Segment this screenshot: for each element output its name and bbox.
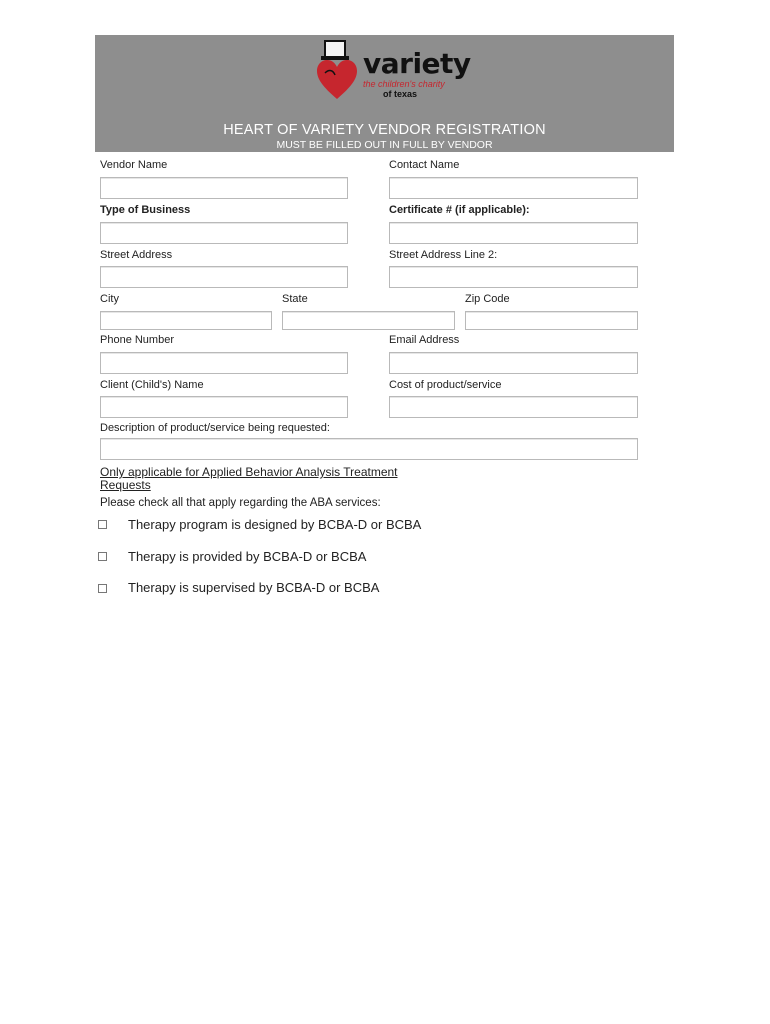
aba-section-title: Only applicable for Applied Behavior Analysis Treatment Requests: [100, 465, 398, 492]
aba-option-designed-label: Therapy program is designed by BCBA-D or BCBA: [128, 517, 422, 532]
logo-tagline: the children's charity: [363, 79, 445, 89]
form-header: [95, 35, 674, 152]
phone-number-label: Phone Number: [100, 334, 174, 346]
type-of-business-field[interactable]: [100, 222, 348, 244]
state-label: State: [282, 293, 308, 305]
description-label: Description of product/service being requested:: [100, 422, 330, 434]
certificate-label: Certificate # (if applicable):: [389, 204, 530, 216]
description-field[interactable]: [100, 438, 638, 460]
vendor-name-label: Vendor Name: [100, 159, 168, 171]
street-address-2-field[interactable]: [389, 266, 638, 288]
variety-logo: [315, 39, 471, 103]
state-field[interactable]: [282, 311, 455, 330]
aba-instruction: Please check all that apply regarding the ABA services:: [100, 497, 381, 509]
phone-number-field[interactable]: [100, 352, 348, 374]
street-address-2-label: Street Address Line 2:: [389, 249, 498, 261]
contact-name-field[interactable]: [389, 177, 638, 199]
aba-option-supervised-label: Therapy is supervised by BCBA-D or BCBA: [128, 580, 380, 595]
cost-field[interactable]: [389, 396, 638, 418]
email-address-field[interactable]: [389, 352, 638, 374]
aba-option-designed-checkbox[interactable]: [98, 520, 107, 529]
email-address-label: Email Address: [389, 334, 460, 346]
type-of-business-label: Type of Business: [100, 204, 191, 216]
vendor-name-field[interactable]: [100, 177, 348, 199]
street-address-label: Street Address: [100, 249, 173, 261]
form-subtitle: MUST BE FILLED OUT IN FULL BY VENDOR: [276, 139, 493, 151]
city-label: City: [100, 293, 119, 305]
aba-option-supervised-checkbox[interactable]: [98, 584, 107, 593]
logo-region: of texas: [383, 89, 418, 99]
zip-code-label: Zip Code: [465, 293, 510, 305]
zip-code-field[interactable]: [465, 311, 638, 330]
logo-wordmark: variety: [363, 47, 471, 80]
form-title: HEART OF VARIETY VENDOR REGISTRATION: [223, 122, 546, 138]
cost-label: Cost of product/service: [389, 379, 502, 391]
aba-option-provided-checkbox[interactable]: [98, 552, 107, 561]
contact-name-label: Contact Name: [389, 159, 460, 171]
city-field[interactable]: [100, 311, 272, 330]
certificate-field[interactable]: [389, 222, 638, 244]
client-name-label: Client (Child's) Name: [100, 379, 204, 391]
aba-option-provided-label: Therapy is provided by BCBA-D or BCBA: [128, 549, 367, 564]
street-address-field[interactable]: [100, 266, 348, 288]
top-hat-heart-icon: [315, 39, 363, 101]
client-name-field[interactable]: [100, 396, 348, 418]
